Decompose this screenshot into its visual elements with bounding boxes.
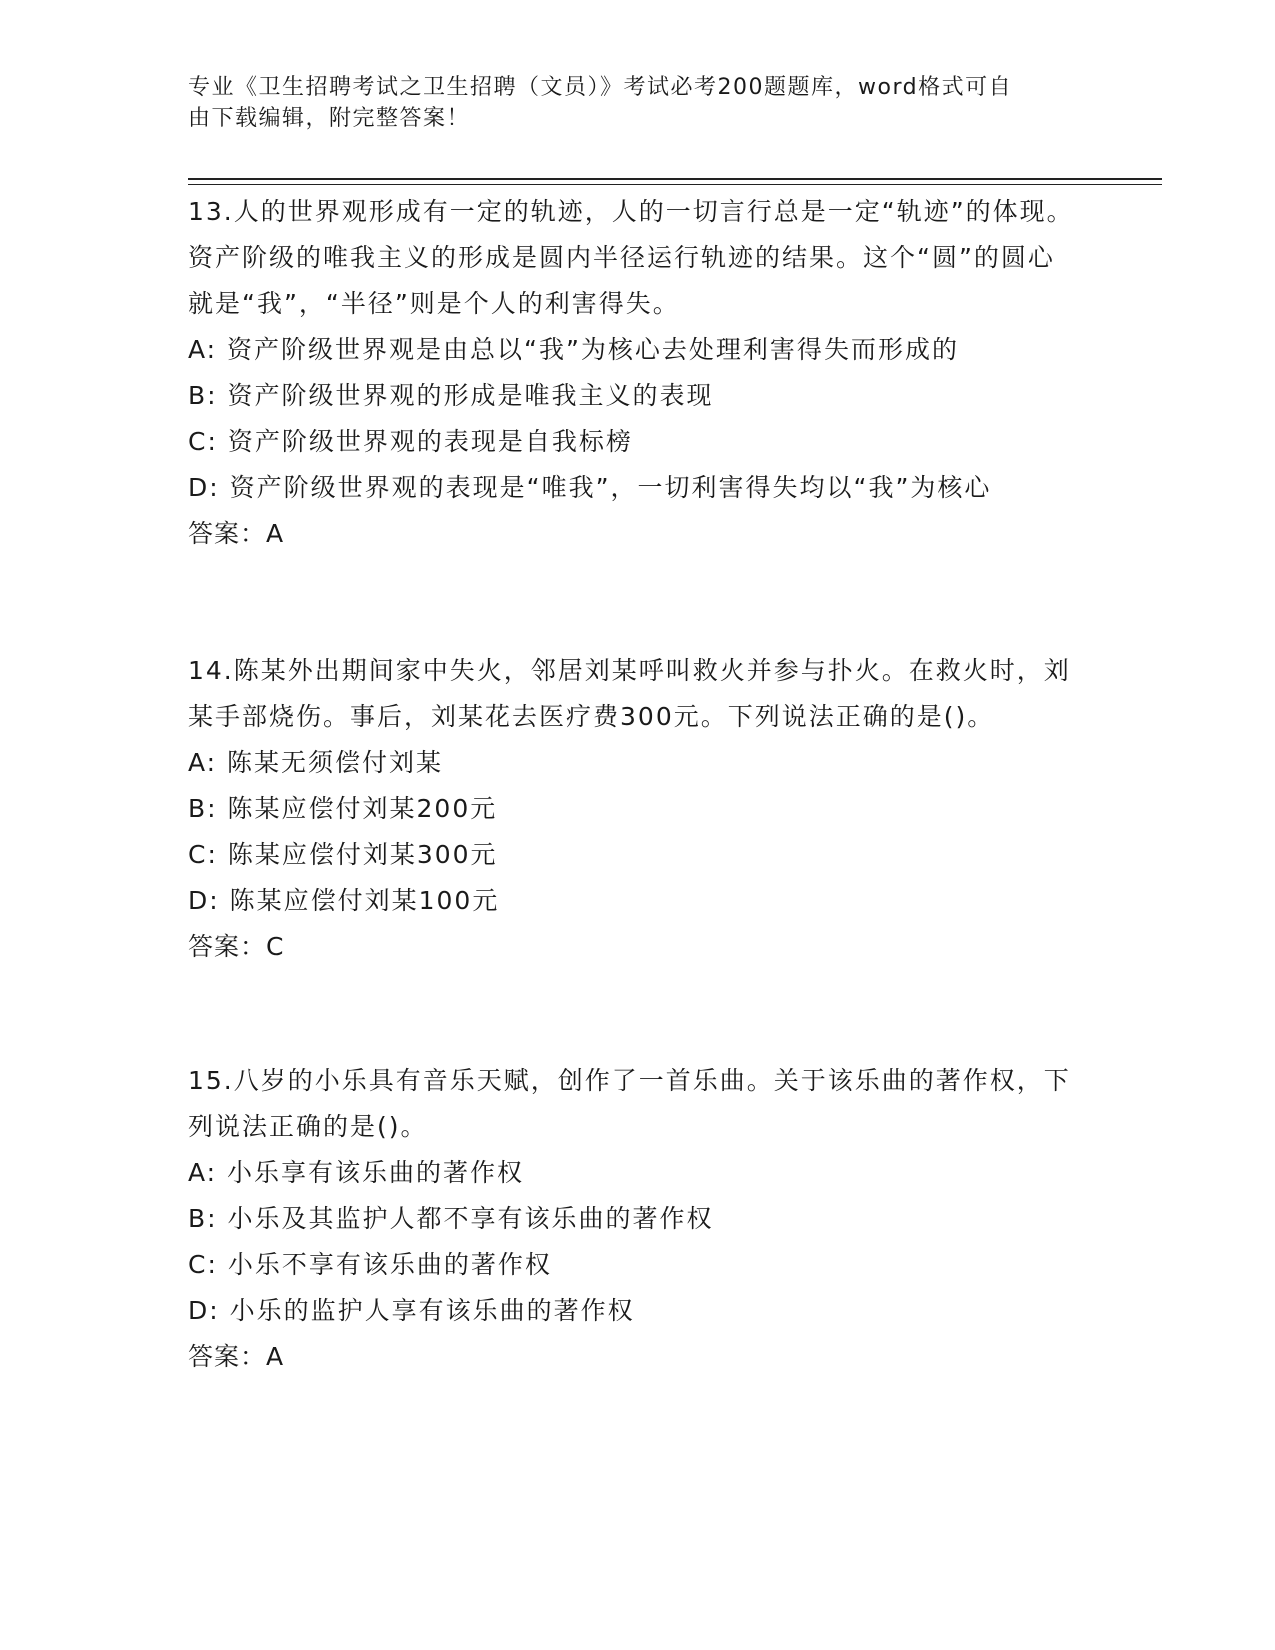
option-a: A: 陈某无须偿付刘某 — [188, 748, 444, 777]
option-b: B: 资产阶级世界观的形成是唯我主义的表现 — [188, 381, 714, 410]
option-a: A: 小乐享有该乐曲的著作权 — [188, 1158, 525, 1187]
question-stem: 15.八岁的小乐具有音乐天赋，创作了一首乐曲。关于该乐曲的著作权，下列说法正确的是()。 — [188, 1066, 1071, 1141]
header-divider-thin — [188, 184, 1162, 185]
document-header — [188, 72, 1088, 134]
answer-label: 答案：C — [188, 932, 285, 961]
question-14 — [188, 648, 1078, 970]
question-15 — [188, 1058, 1078, 1380]
header-line-1: 专业《卫生招聘考试之卫生招聘（文员）》考试必考200题题库，word格式可自 — [188, 75, 1013, 100]
option-c: C: 小乐不享有该乐曲的著作权 — [188, 1250, 552, 1279]
option-c: C: 资产阶级世界观的表现是自我标榜 — [188, 427, 633, 456]
question-stem: 13.人的世界观形成有一定的轨迹，人的一切言行总是一定“轨迹”的体现。资产阶级的唯我主义的形成是圆内半径运行轨迹的结果。这个“圆”的圆心就是“我”，“半径”则是个人的利害得失。 — [188, 197, 1074, 318]
answer-label: 答案：A — [188, 1342, 285, 1371]
question-13 — [188, 189, 1078, 557]
option-c: C: 陈某应偿付刘某300元 — [188, 840, 498, 869]
header-divider-thick — [188, 178, 1162, 180]
option-a: A: 资产阶级世界观是由总以“我”为核心去处理利害得失而形成的 — [188, 335, 959, 364]
option-b: B: 陈某应偿付刘某200元 — [188, 794, 498, 823]
option-d: D: 小乐的监护人享有该乐曲的著作权 — [188, 1296, 635, 1325]
answer-label: 答案：A — [188, 519, 285, 548]
option-b: B: 小乐及其监护人都不享有该乐曲的著作权 — [188, 1204, 714, 1233]
option-d: D: 资产阶级世界观的表现是“唯我”，一切利害得失均以“我”为核心 — [188, 473, 992, 502]
question-stem: 14.陈某外出期间家中失火，邻居刘某呼叫救火并参与扑火。在救火时，刘某手部烧伤。事后，刘某花去医疗费300元。下列说法正确的是()。 — [188, 656, 1071, 731]
option-d: D: 陈某应偿付刘某100元 — [188, 886, 500, 915]
header-line-2: 由下载编辑，附完整答案！ — [188, 106, 471, 131]
